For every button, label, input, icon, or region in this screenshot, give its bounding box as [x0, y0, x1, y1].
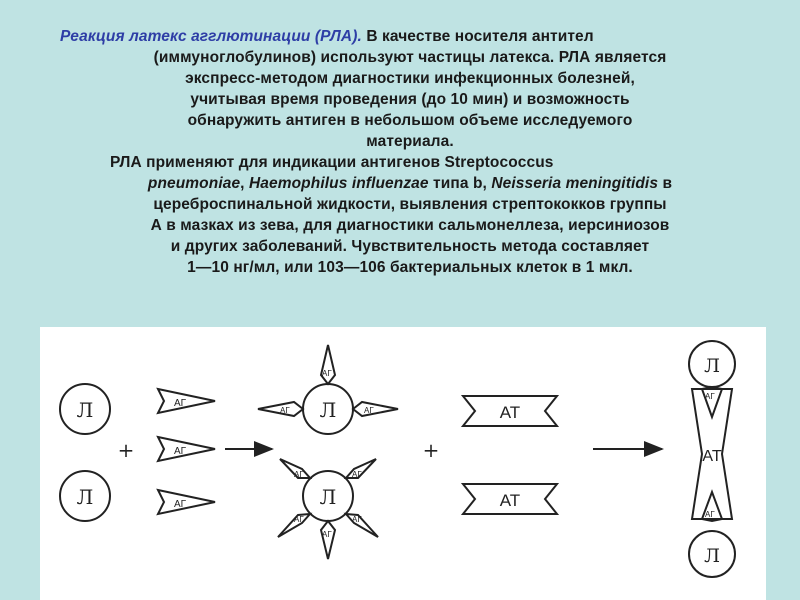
paragraph-2-line-4: А в мазках из зева, для диагностики сальмонеллеза, иерсиниозов	[150, 217, 670, 234]
paragraph-1-line-1: Реакция латекс агглютинации (РЛА). В качестве носителя антител	[60, 28, 594, 45]
paragraph-2-line-3: цереброспинальной жидкости, выявления стрептококков группы	[153, 196, 667, 213]
sensitized-particle-2	[278, 459, 378, 559]
svg-text:Л: Л	[704, 545, 720, 567]
slide-text	[60, 26, 760, 278]
svg-text:АГ: АГ	[705, 510, 715, 519]
agglutinate-complex	[689, 341, 735, 577]
latex-particle-2	[60, 471, 110, 521]
paragraph-1-line-3: экспресс-методом диагностики инфекционных болезней,	[185, 70, 635, 87]
antigen-1	[158, 389, 215, 413]
svg-text:АГ: АГ	[322, 530, 332, 539]
paragraph-2-line-1: РЛА применяют для индикации антигенов Streptococcus	[110, 154, 554, 171]
svg-text:АТ: АТ	[499, 403, 521, 422]
slide-title: Реакция латекс агглютинации (РЛА).	[60, 28, 362, 45]
svg-text:АГ: АГ	[294, 515, 304, 524]
svg-text:АГ: АГ	[174, 446, 187, 457]
svg-text:АТ: АТ	[702, 448, 722, 465]
svg-text:АГ: АГ	[352, 515, 362, 524]
svg-text:АГ: АГ	[294, 470, 304, 479]
svg-text:Л: Л	[76, 398, 94, 422]
svg-text:АГ: АГ	[352, 470, 362, 479]
plus-sign-2: +	[422, 438, 440, 462]
latex-particle-1	[60, 384, 110, 434]
svg-text:Л: Л	[319, 398, 337, 422]
svg-text:АГ: АГ	[280, 406, 290, 415]
paragraph-1-line-4: учитывая время проведения (до 10 мин) и возможность	[190, 91, 630, 108]
antibody-1	[463, 396, 557, 426]
svg-text:Л: Л	[76, 485, 94, 509]
antibody-2	[463, 484, 557, 514]
svg-text:АГ: АГ	[705, 392, 715, 401]
paragraph-1-line-2: (иммуноглобулинов) используют частицы латекса. РЛА является	[153, 49, 667, 66]
svg-text:АТ: АТ	[499, 491, 521, 510]
plus-sign-1: +	[117, 438, 135, 462]
svg-text:АГ: АГ	[174, 499, 187, 510]
paragraph-2-line-6: 1—10 нг/мл, или 103—106 бактериальных клеток в 1 мкл.	[187, 259, 633, 276]
sensitized-particle-1	[258, 345, 398, 434]
paragraph-1-line-5: обнаружить антиген в небольшом объеме исследуемого	[187, 112, 633, 129]
agglutination-diagram	[40, 327, 766, 600]
svg-text:АГ: АГ	[322, 369, 332, 378]
svg-text:Л: Л	[704, 355, 720, 377]
paragraph-2-line-2: pneumoniae, Haemophilus influenzae типа b, Neisseria meningitidis в	[147, 175, 673, 192]
antigen-2	[158, 437, 215, 461]
paragraph-2-line-5: и других заболеваний. Чувствительность метода составляет	[170, 238, 650, 255]
antigen-3	[158, 490, 215, 514]
svg-text:АГ: АГ	[364, 406, 374, 415]
svg-text:АГ: АГ	[174, 398, 187, 409]
svg-text:Л: Л	[319, 485, 337, 509]
paragraph-1-line-6: материала.	[366, 133, 454, 150]
